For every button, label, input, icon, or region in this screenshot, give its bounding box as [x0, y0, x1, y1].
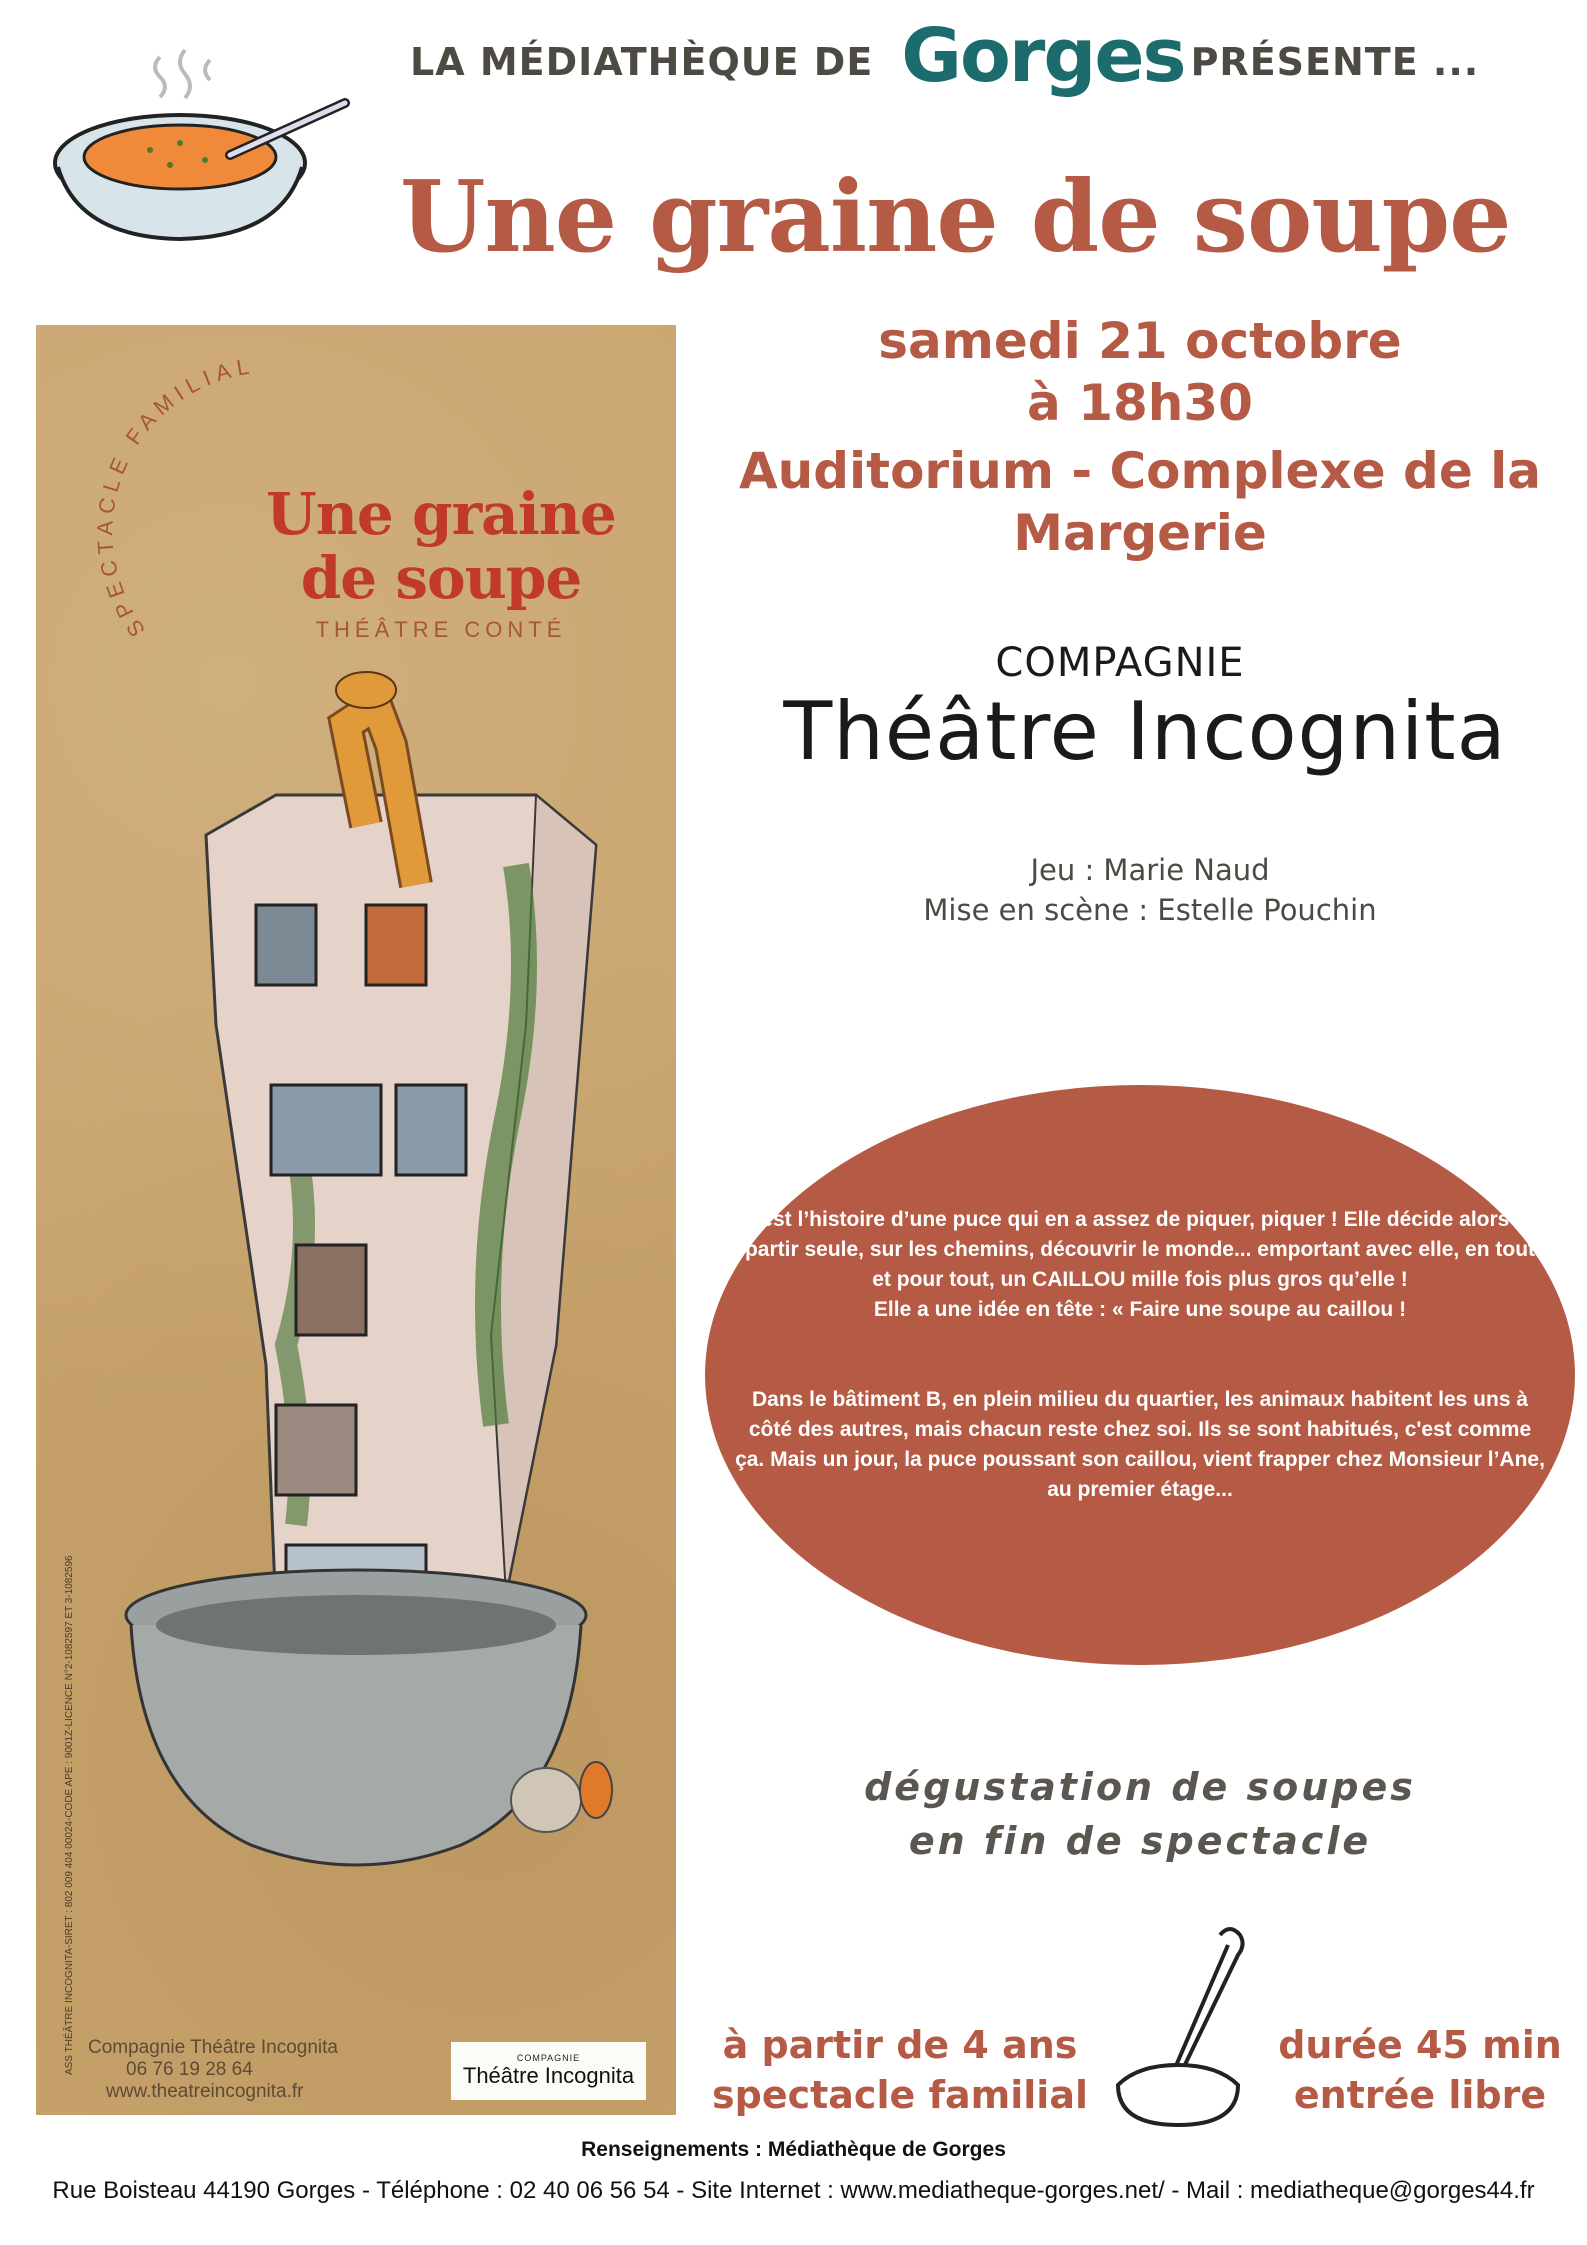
synopsis-paragraph-1: C’est l’histoire d’une puce qui en a assez de piquer, piquer ! Elle décide alors de partir seule, sur les chemins, découvrir le monde... emportant avec elle, en tout et pour tout, un CAILLOU mille fois plus gros qu’elle ! — [740, 1208, 1540, 1291]
tasting-line2: en fin de spectacle — [908, 1819, 1372, 1863]
main-title: Une graine de soupe — [400, 160, 1511, 275]
event-venue-line1: Auditorium - Complexe de la — [738, 442, 1542, 500]
age-info: à partir de 4 ans — [722, 2023, 1078, 2067]
poster-arc-label: SPECTACLE FAMILIAL — [92, 352, 257, 642]
price-info: entrée libre — [1293, 2073, 1547, 2117]
poster-credit-website: www.theatreincognita.fr — [106, 2081, 304, 2102]
poster-title-line2: de soupe — [300, 544, 582, 612]
ladle-icon — [1110, 1915, 1260, 2130]
soup-bowl-icon — [30, 45, 360, 245]
tasting-note — [760, 1760, 1520, 1868]
header-line — [410, 13, 1580, 102]
credit-jeu: Jeu : Marie Naud — [1030, 853, 1270, 887]
poster-title-line1: Une graine — [266, 480, 616, 548]
synopsis-paragraph-1b: Elle a une idée en tête : « Faire une soupe au caillou ! — [873, 1298, 1407, 1321]
synopsis-paragraph-2: Dans le bâtiment B, en plein milieu du quartier, les animaux habitent les uns à côté des autres, mais chacun reste chez soi. Ils se sont habitués, c'est comme ça. Mais un jour, la puce poussant son caillou, vient frapper chez Monsieur l’Ane, au premier étage... — [735, 1388, 1545, 1501]
event-venue-line2: Margerie — [1013, 504, 1267, 562]
event-time: à 18h30 — [1027, 374, 1253, 432]
poster-legal-text: ASS THÉÂTRE INCOGNITA-SIRET : 802 009 404 00024-CODE APE : 9001Z-LICENCE N°2-1082597 ET 3-1082596 — [64, 1555, 75, 2075]
credit-mise-en-scene: Mise en scène : Estelle Pouchin — [923, 893, 1377, 927]
poster-credit-company: Compagnie Théâtre Incognita — [88, 2037, 338, 2058]
poster-image — [36, 325, 676, 2115]
practical-info — [1270, 2020, 1570, 2120]
gorges-logo-text: Gorges — [901, 13, 1185, 99]
poster-box-label: COMPAGNIE — [516, 2053, 581, 2063]
duration-info: durée 45 min — [1278, 2023, 1562, 2067]
gorges-logo — [901, 13, 1185, 99]
poster-company-logo — [451, 2042, 646, 2100]
company-name: Théâtre Incognita — [783, 685, 1507, 778]
poster-box-name: Théâtre Incognita — [462, 2063, 635, 2088]
event-date: samedi 21 octobre — [878, 312, 1402, 370]
header-suffix: PRÉSENTE ... — [1190, 40, 1480, 84]
audience-type: spectacle familial — [712, 2073, 1088, 2117]
footer-address: Rue Boisteau 44190 Gorges - Téléphone : 02 40 06 56 54 - Site Internet : www.mediatheque-gorges.net/ - Mail : mediatheque@gorges44.fr — [52, 2177, 1535, 2204]
footer-title: Renseignements : Médiathèque de Gorges — [581, 2138, 1006, 2161]
synopsis — [735, 1205, 1545, 1505]
company-label: COMPAGNIE — [995, 640, 1245, 686]
header-prefix: LA MÉDIATHÈQUE DE — [410, 40, 874, 84]
tasting-line1: dégustation de soupes — [864, 1765, 1416, 1809]
poster-subtitle: THÉÂTRE CONTÉ — [315, 617, 567, 642]
audience-info — [700, 2020, 1100, 2120]
poster-credit-phone: 06 76 19 28 64 — [126, 2059, 253, 2080]
